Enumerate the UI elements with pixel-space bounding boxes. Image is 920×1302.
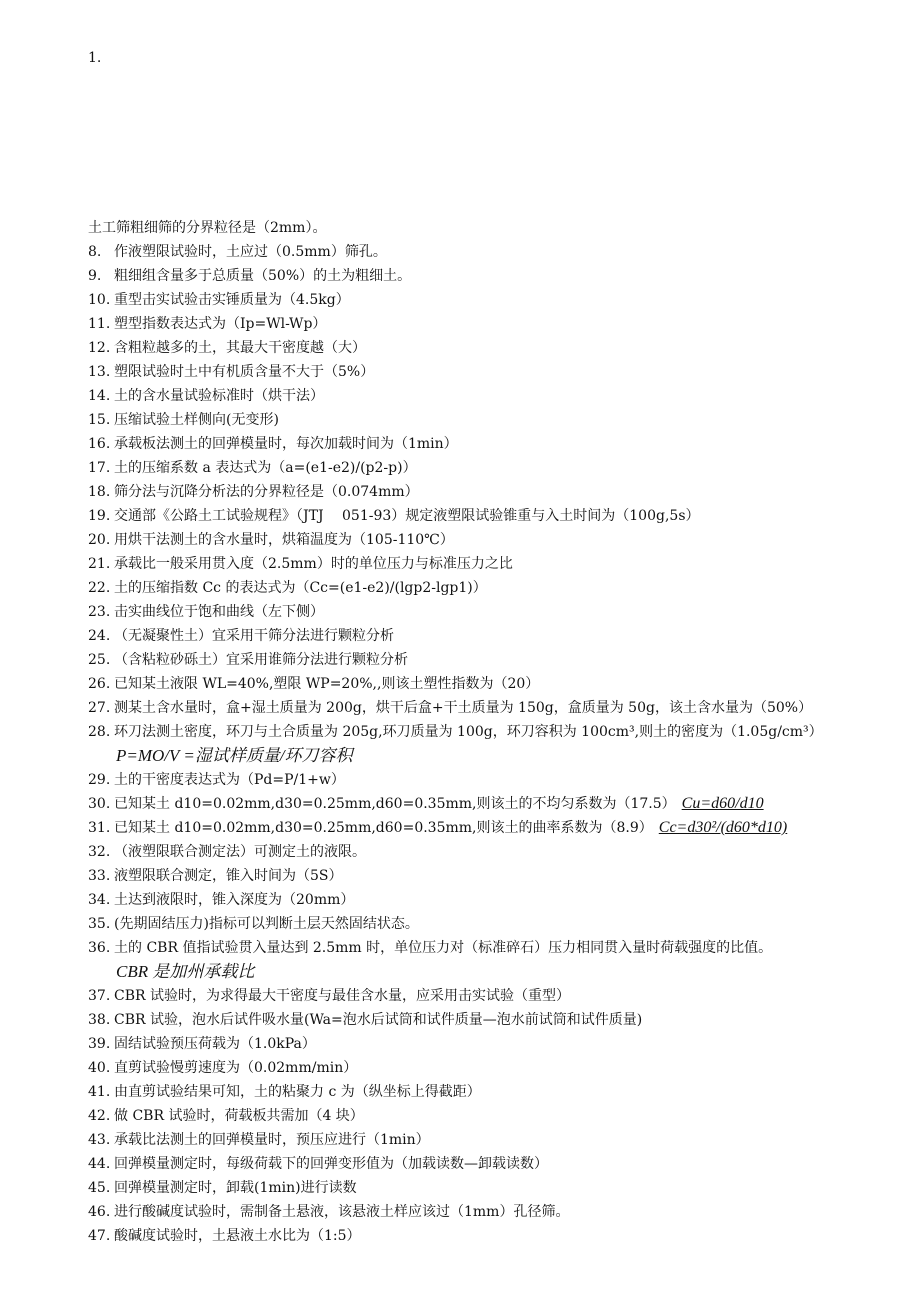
question-number: 11. bbox=[88, 316, 111, 332]
question-text: 承载比一般采用贯入度（2.5mm）时的单位压力与标准压力之比 bbox=[114, 556, 513, 572]
question-item bbox=[88, 1176, 888, 1200]
inline-formula: Cc=d30²/(d60*d10) bbox=[658, 819, 788, 836]
question-text: （含粘粒砂砾土）宜采用谁筛分法进行颗粒分析 bbox=[114, 652, 408, 668]
question-number: 16. bbox=[88, 436, 111, 452]
question-item bbox=[88, 240, 888, 264]
question-item bbox=[88, 360, 888, 384]
question-text: 含粗粒越多的土，其最大干密度越（大） bbox=[114, 340, 366, 356]
question-list bbox=[88, 216, 888, 1248]
question-number: 25. bbox=[88, 652, 111, 668]
question-text: 液塑限联合测定，锥入时间为（5S） bbox=[114, 868, 343, 884]
question-number: 15. bbox=[88, 412, 111, 428]
question-item bbox=[88, 648, 888, 672]
question-number: 18. bbox=[88, 484, 111, 500]
question-text: 已知某土 d10=0.02mm,d30=0.25mm,d60=0.35mm,则该土的不均匀系数为（17.5） bbox=[114, 796, 676, 812]
question-text: 土的含水量试验标准时（烘干法） bbox=[114, 388, 324, 404]
question-item bbox=[88, 1128, 888, 1152]
question-number: 37. bbox=[88, 988, 111, 1004]
question-text: 塑型指数表达式为（Ip=Wl-Wp） bbox=[114, 316, 327, 332]
question-item bbox=[88, 408, 888, 432]
question-text: 回弹模量测定时，每级荷载下的回弹变形值为（加载读数—卸载读数） bbox=[114, 1156, 548, 1172]
question-number: 35. bbox=[88, 916, 111, 932]
question-number: 14. bbox=[88, 388, 111, 404]
question-number: 26. bbox=[88, 676, 111, 692]
question-text: 土的压缩指数 Cc 的表达式为（Cc=(e1-e2)/(lgp2-lgp1)） bbox=[114, 580, 487, 596]
question-number: 22. bbox=[88, 580, 111, 596]
question-text: 进行酸碱度试验时，需制备土悬液，该悬液土样应该过（1mm）孔径筛。 bbox=[114, 1204, 570, 1220]
question-number: 43. bbox=[88, 1132, 111, 1148]
question-text: 承载板法测土的回弹模量时，每次加载时间为（1min） bbox=[114, 436, 458, 452]
question-number: 21. bbox=[88, 556, 111, 572]
question-item bbox=[88, 888, 888, 912]
question-number: 30. bbox=[88, 796, 111, 812]
question-text: 击实曲线位于饱和曲线（左下侧） bbox=[114, 604, 324, 620]
question-item bbox=[88, 528, 888, 552]
question-number: 27. bbox=[88, 700, 111, 716]
page-marker: 1. bbox=[88, 50, 102, 66]
question-item bbox=[88, 864, 888, 888]
question-text: 直剪试验慢剪速度为（0.02mm/min） bbox=[114, 1060, 358, 1076]
inline-formula: Cu=d60/d10 bbox=[681, 795, 764, 812]
question-text: 环刀法测土密度，环刀与土合质量为 205g,环刀质量为 100g，环刀容积为 100cm³,则土的密度为（1.05g/cm³） bbox=[114, 724, 823, 740]
question-number: 39. bbox=[88, 1036, 111, 1052]
question-item bbox=[88, 264, 888, 288]
question-text: 回弹模量测定时，卸载(1min)进行读数 bbox=[114, 1180, 357, 1196]
question-item bbox=[88, 504, 888, 528]
question-text: 固结试验预压荷载为（1.0kPa） bbox=[114, 1036, 316, 1052]
question-text: 作液塑限试验时，土应过（0.5mm）筛孔。 bbox=[114, 244, 387, 260]
question-item bbox=[88, 552, 888, 576]
question-item bbox=[88, 600, 888, 624]
question-number: 38. bbox=[88, 1012, 111, 1028]
question-item bbox=[88, 1056, 888, 1080]
question-number: 8. bbox=[88, 244, 102, 260]
question-text: 塑限试验时土中有机质含量不大于（5%） bbox=[114, 364, 375, 380]
question-text: 由直剪试验结果可知，土的粘聚力 c 为（纵坐标上得截距） bbox=[114, 1084, 481, 1100]
question-item bbox=[88, 792, 888, 816]
question-text: 用烘干法测土的含水量时，烘箱温度为（105-110℃） bbox=[114, 532, 454, 548]
question-number: 36. bbox=[88, 940, 111, 956]
question-text: 压缩试验土样侧向(无变形) bbox=[114, 412, 279, 428]
question-item bbox=[88, 936, 888, 960]
formula-note bbox=[88, 960, 888, 984]
question-item bbox=[88, 912, 888, 936]
question-number: 19. bbox=[88, 508, 111, 524]
question-text: 土的 CBR 值指试验贯入量达到 2.5mm 时，单位压力对（标准碎石）压力相同贯入量时荷载强度的比值。 bbox=[114, 940, 773, 956]
question-number: 32. bbox=[88, 844, 111, 860]
question-number: 45. bbox=[88, 1180, 111, 1196]
question-item bbox=[88, 696, 888, 720]
formula-note-text: P=MO/V =湿试样质量/环刀容积 bbox=[116, 746, 353, 765]
question-text: 土达到液限时，锥入深度为（20mm） bbox=[114, 892, 355, 908]
question-item bbox=[88, 288, 888, 312]
question-number: 34. bbox=[88, 892, 111, 908]
question-number: 41. bbox=[88, 1084, 111, 1100]
intro-line: 土工筛粗细筛的分界粒径是（2mm）。 bbox=[88, 220, 327, 236]
question-number: 40. bbox=[88, 1060, 111, 1076]
question-number: 24. bbox=[88, 628, 111, 644]
question-item bbox=[88, 480, 888, 504]
question-item bbox=[88, 1080, 888, 1104]
question-text: 酸碱度试验时，土悬液土水比为（1:5） bbox=[114, 1228, 361, 1244]
question-item bbox=[88, 1152, 888, 1176]
question-item bbox=[88, 624, 888, 648]
question-item bbox=[88, 312, 888, 336]
question-text: （液塑限联合测定法）可测定土的液限。 bbox=[114, 844, 366, 860]
question-text: CBR 试验，泡水后试件吸水量(Wa=泡水后试筒和试件质量—泡水前试筒和试件质量) bbox=[114, 1012, 643, 1028]
question-item bbox=[88, 432, 888, 456]
question-number: 17. bbox=[88, 460, 111, 476]
question-text: 已知某土 d10=0.02mm,d30=0.25mm,d60=0.35mm,则该土的曲率系数为（8.9） bbox=[114, 820, 653, 836]
question-text: (先期固结压力)指标可以判断土层天然固结状态。 bbox=[114, 916, 419, 932]
question-item bbox=[88, 384, 888, 408]
question-text: 做 CBR 试验时，荷载板共需加（4 块） bbox=[114, 1108, 364, 1124]
question-item bbox=[88, 720, 888, 744]
question-item bbox=[88, 1200, 888, 1224]
question-text: 重型击实试验击实锤质量为（4.5kg） bbox=[114, 292, 350, 308]
question-number: 33. bbox=[88, 868, 111, 884]
question-item bbox=[88, 768, 888, 792]
question-number: 20. bbox=[88, 532, 111, 548]
formula-note bbox=[88, 744, 888, 768]
question-text: 承载比法测土的回弹模量时，预压应进行（1min） bbox=[114, 1132, 430, 1148]
question-text: 土的压缩系数 a 表达式为（a=(e1-e2)/(p2-p)） bbox=[114, 460, 417, 476]
question-text: 交通部《公路土工试验规程》（JTJ 051-93）规定液塑限试验锥重与入土时间为（100g,5s） bbox=[114, 508, 700, 524]
question-item bbox=[88, 816, 888, 840]
question-number: 31. bbox=[88, 820, 111, 836]
question-text: 粗细组含量多于总质量（50%）的土为粗细土。 bbox=[114, 268, 412, 284]
question-text: CBR 试验时，为求得最大干密度与最佳含水量，应采用击实试验（重型） bbox=[114, 988, 570, 1004]
question-text: 土的干密度表达式为（Pd=P/1+w） bbox=[114, 772, 345, 788]
question-text: 已知某土液限 WL=40%,塑限 WP=20%,,则该土塑性指数为（20） bbox=[114, 676, 540, 692]
question-text: 测某土含水量时，盒+湿土质量为 200g，烘干后盒+干土质量为 150g，盒质量为 50g，该土含水量为（50%） bbox=[114, 700, 813, 716]
question-item bbox=[88, 840, 888, 864]
question-item bbox=[88, 336, 888, 360]
question-item bbox=[88, 672, 888, 696]
question-text: 筛分法与沉降分析法的分界粒径是（0.074mm） bbox=[114, 484, 419, 500]
question-item bbox=[88, 1224, 888, 1248]
question-number: 9. bbox=[88, 268, 102, 284]
question-item bbox=[88, 1104, 888, 1128]
question-text: （无凝聚性土）宜采用干筛分法进行颗粒分析 bbox=[114, 628, 394, 644]
question-number: 44. bbox=[88, 1156, 111, 1172]
question-item bbox=[88, 456, 888, 480]
question-item bbox=[88, 1008, 888, 1032]
question-item bbox=[88, 1032, 888, 1056]
formula-note-text: CBR 是加州承载比 bbox=[116, 962, 255, 981]
question-item bbox=[88, 984, 888, 1008]
question-number: 28. bbox=[88, 724, 111, 740]
question-item bbox=[88, 576, 888, 600]
question-number: 12. bbox=[88, 340, 111, 356]
question-number: 10. bbox=[88, 292, 111, 308]
question-number: 47. bbox=[88, 1228, 111, 1244]
question-number: 13. bbox=[88, 364, 111, 380]
question-number: 42. bbox=[88, 1108, 111, 1124]
question-number: 29. bbox=[88, 772, 111, 788]
question-number: 46. bbox=[88, 1204, 111, 1220]
question-number: 23. bbox=[88, 604, 111, 620]
